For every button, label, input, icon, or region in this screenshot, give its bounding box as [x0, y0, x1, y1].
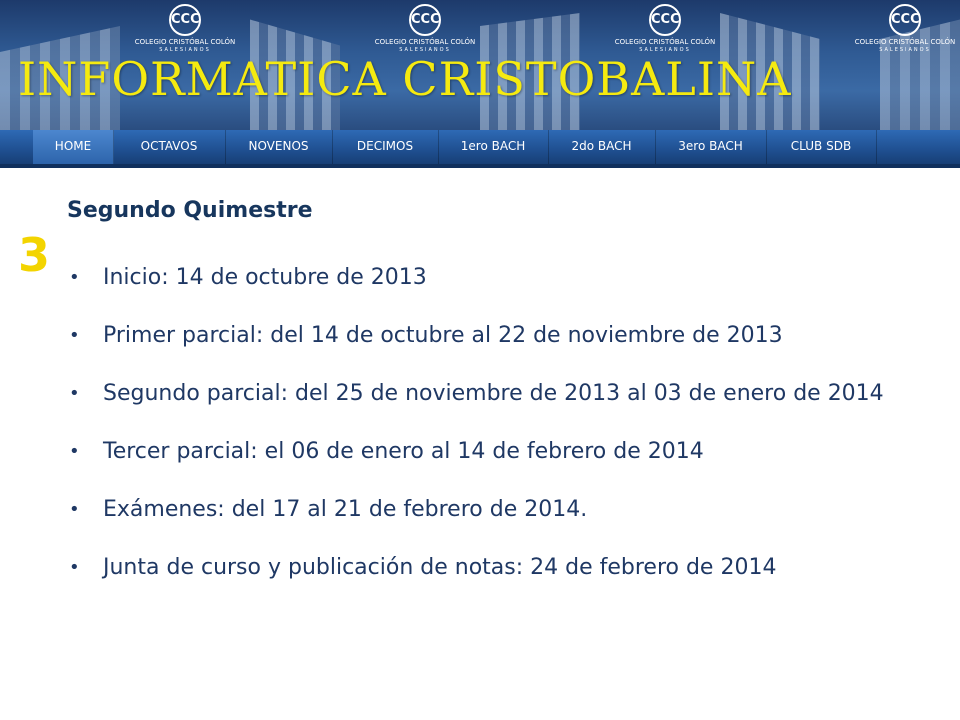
bullet-icon: •	[69, 441, 80, 462]
slide-number: 3	[18, 228, 51, 282]
school-logo: CCC COLEGIO CRISTÓBAL COLÓN SALESIANOS	[850, 4, 960, 54]
bullet-icon: •	[69, 267, 80, 288]
bullet-icon: •	[69, 499, 80, 520]
list-item: • Junta de curso y publicación de notas: 24 de febrero de 2014	[67, 539, 947, 597]
nav-item-2do-bach[interactable]: 2do BACH	[548, 130, 656, 164]
header-banner	[0, 0, 960, 130]
bullet-icon: •	[69, 325, 80, 346]
list-item: • Segundo parcial: del 25 de noviembre de 2013 al 03 de enero de 2014	[67, 365, 947, 423]
list-item: • Exámenes: del 17 al 21 de febrero de 2014.	[67, 481, 947, 539]
bullet-icon: •	[69, 383, 80, 404]
main-nav	[0, 130, 960, 168]
school-logo: CCC COLEGIO CRISTÓBAL COLÓN SALESIANOS	[610, 4, 720, 54]
nav-item-novenos[interactable]: NOVENOS	[225, 130, 333, 164]
school-logo-icon: CCC	[649, 4, 681, 36]
nav-item-octavos[interactable]: OCTAVOS	[113, 130, 226, 164]
school-logo: CCC COLEGIO CRISTÓBAL COLÓN SALESIANOS	[130, 4, 240, 54]
site-title: INFORMATICA CRISTOBALINA	[18, 52, 792, 106]
school-logo-icon: CCC	[169, 4, 201, 36]
section-heading: Segundo Quimestre	[67, 198, 313, 223]
nav-item-club-sdb[interactable]: CLUB SDB	[766, 130, 877, 164]
nav-item-home[interactable]: HOME	[33, 130, 114, 164]
bullet-icon: •	[69, 557, 80, 578]
school-logo-icon: CCC	[409, 4, 441, 36]
nav-item-decimos[interactable]: DECIMOS	[332, 130, 439, 164]
list-item: • Primer parcial: del 14 de octubre al 22 de noviembre de 2013	[67, 307, 947, 365]
nav-item-1ero-bach[interactable]: 1ero BACH	[438, 130, 549, 164]
school-logo: CCC COLEGIO CRISTÓBAL COLÓN SALESIANOS	[370, 4, 480, 54]
nav-item-3ero-bach[interactable]: 3ero BACH	[655, 130, 767, 164]
school-logo-icon: CCC	[889, 4, 921, 36]
list-item: • Tercer parcial: el 06 de enero al 14 de febrero de 2014	[67, 423, 947, 481]
schedule-list	[67, 249, 947, 597]
list-item: • Inicio: 14 de octubre de 2013	[67, 249, 947, 307]
